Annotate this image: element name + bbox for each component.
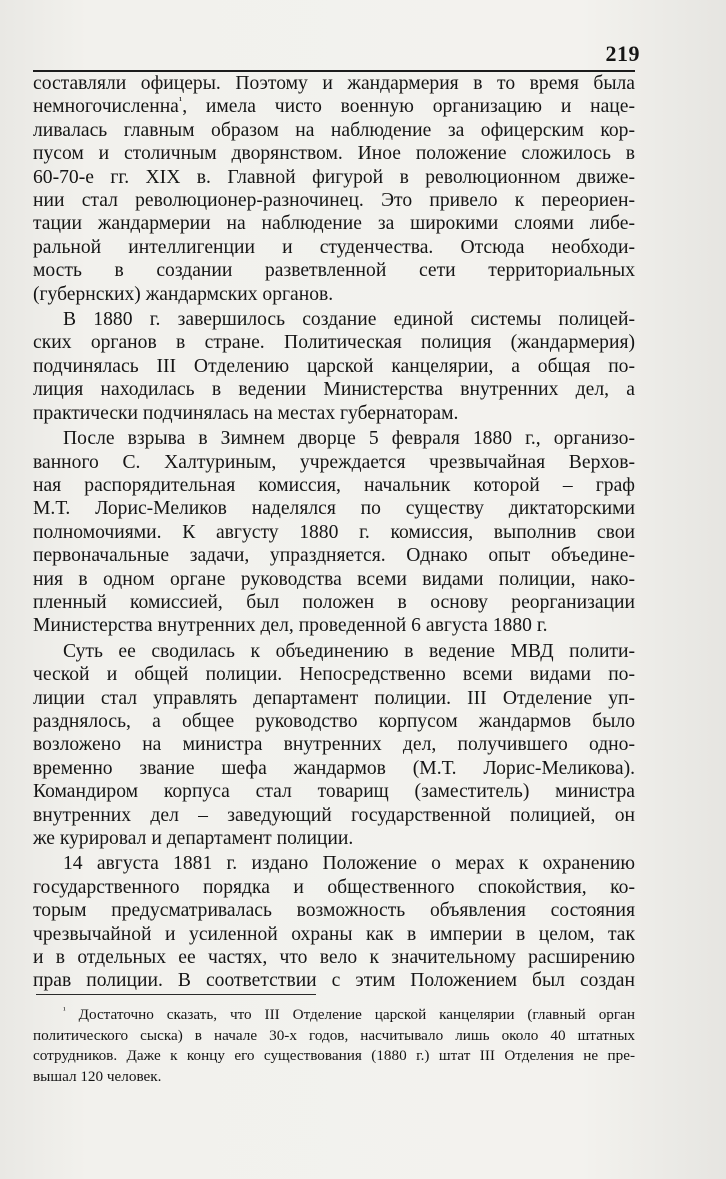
text-line: государственного порядка и общественного спокойствия, ко-	[33, 876, 635, 898]
text-line: ских органов в стране. Политическая полиция (жандармерия)	[33, 332, 635, 354]
text-line: практически подчинялась на местах губернаторам.	[33, 402, 459, 424]
footnote-ref: ¹	[178, 95, 183, 108]
text-line: Министерства внутренних дел, проведенной 6 августа 1880 г.	[33, 615, 548, 637]
text-line: составляли офицеры. Поэтому и жандармерия в то время была	[33, 73, 635, 94]
footnote-rule	[36, 994, 316, 995]
footnote	[33, 1005, 635, 1087]
text-line: же курировал и департамент полиции.	[33, 828, 354, 849]
text-line: ческой и общей полиции. Непосредственно всеми видами по-	[33, 664, 635, 686]
text-fragment: Достаточно сказать, что III Отделение царской канцелярии (главный орган	[78, 1006, 635, 1023]
body-text	[33, 72, 635, 993]
text-line: подчинялась III Отделению царской канцелярии, а общая по-	[33, 355, 635, 377]
text-line: разднялось, а общее руководство корпусом жандармов было	[33, 710, 635, 732]
text-line: полномочиями. К августу 1880 г. комиссия, выполнив свои	[33, 521, 635, 543]
paragraph-start: В 1880 г. завершилось создание единой системы полицей-	[63, 309, 635, 331]
text-line	[33, 95, 635, 118]
paragraph-start: После взрыва в Зимнем дворце 5 февраля 1880 г., организо-	[63, 428, 635, 450]
text-line: Командиром корпуса стал товарищ (заместитель) министра	[33, 781, 635, 803]
page-number: 219	[605, 41, 640, 66]
text-line: ральной интеллигенции и студенчества. Отсюда необходи-	[33, 236, 635, 258]
text-line: пусом и столичным дворянством. Иное положение сложилось в	[33, 143, 635, 165]
text-line: прав полиции. В соответствии с этим Положением был создан	[33, 970, 635, 992]
text-line: ная распорядительная комиссия, начальник которой – граф	[33, 474, 635, 496]
footnote-marker: ¹	[63, 1005, 66, 1015]
text-line: нии стал революционер-разночинец. Это привело к переориен-	[33, 190, 635, 212]
text-line: М.Т. Лорис-Меликов наделялся по существу диктаторскими	[33, 498, 635, 520]
text-line: временно звание шефа жандармов (М.Т. Лорис-Меликова).	[33, 757, 635, 779]
text-line: ливалась главным образом на наблюдение за офицерским кор-	[33, 119, 635, 141]
text-line: 60-70-е гг. XIX в. Главной фигурой в революционном движе-	[33, 166, 635, 188]
text-line: возложено на министра внутренних дел, получившего одно-	[33, 734, 635, 756]
text-line: пленный комиссией, был положен в основу реорганизации	[33, 591, 635, 613]
text-line: внутренних дел – заведующий государственной полицией, он	[33, 804, 635, 826]
text-line: (губернских) жандармских органов.	[33, 283, 334, 305]
footnote-line	[33, 1005, 635, 1026]
footnote-line: политического сыска) в начале 30-х годов, насчитывало лишь около 40 штатных	[33, 1026, 635, 1044]
text-line: тации жандармерии на наблюдение за широкими слоями либе-	[33, 213, 635, 235]
text-line: первоначальные задачи, упраздняется. Однако опыт объедине-	[33, 545, 635, 567]
footnote-line: вышал 120 человек.	[33, 1067, 162, 1085]
text-line: торым предусматривалась возможность объявления состояния	[33, 900, 635, 922]
text-line: лиции стал управлять департамент полиции. III Отделение уп-	[33, 687, 635, 709]
text-line: ния в одном органе руководства всеми видами полиции, нако-	[33, 568, 635, 590]
text-line: и в отдельных ее частях, что вело к значительному расширению	[33, 947, 635, 969]
text-line: мость в создании разветвленной сети территориальных	[33, 260, 635, 282]
text-line: ванного С. Халтуриным, учреждается чрезвычайная Верхов-	[33, 451, 635, 473]
footnote-line: сотрудников. Даже к концу его существования (1880 г.) штат III Отделения не пре-	[33, 1047, 635, 1064]
paragraph-start: Суть ее сводилась к объединению в ведение МВД полити-	[63, 640, 635, 662]
text-fragment: немногочисленна	[33, 96, 179, 118]
text-line: лиция находилась в ведении Министерства внутренних дел, а	[33, 379, 635, 401]
text-line: чрезвычайной и усиленной охраны как в империи в целом, так	[33, 923, 635, 945]
text-fragment: , имела чисто военную организацию и наце-	[182, 96, 635, 118]
paragraph-start: 14 августа 1881 г. издано Положение о мерах к охранению	[63, 853, 635, 875]
